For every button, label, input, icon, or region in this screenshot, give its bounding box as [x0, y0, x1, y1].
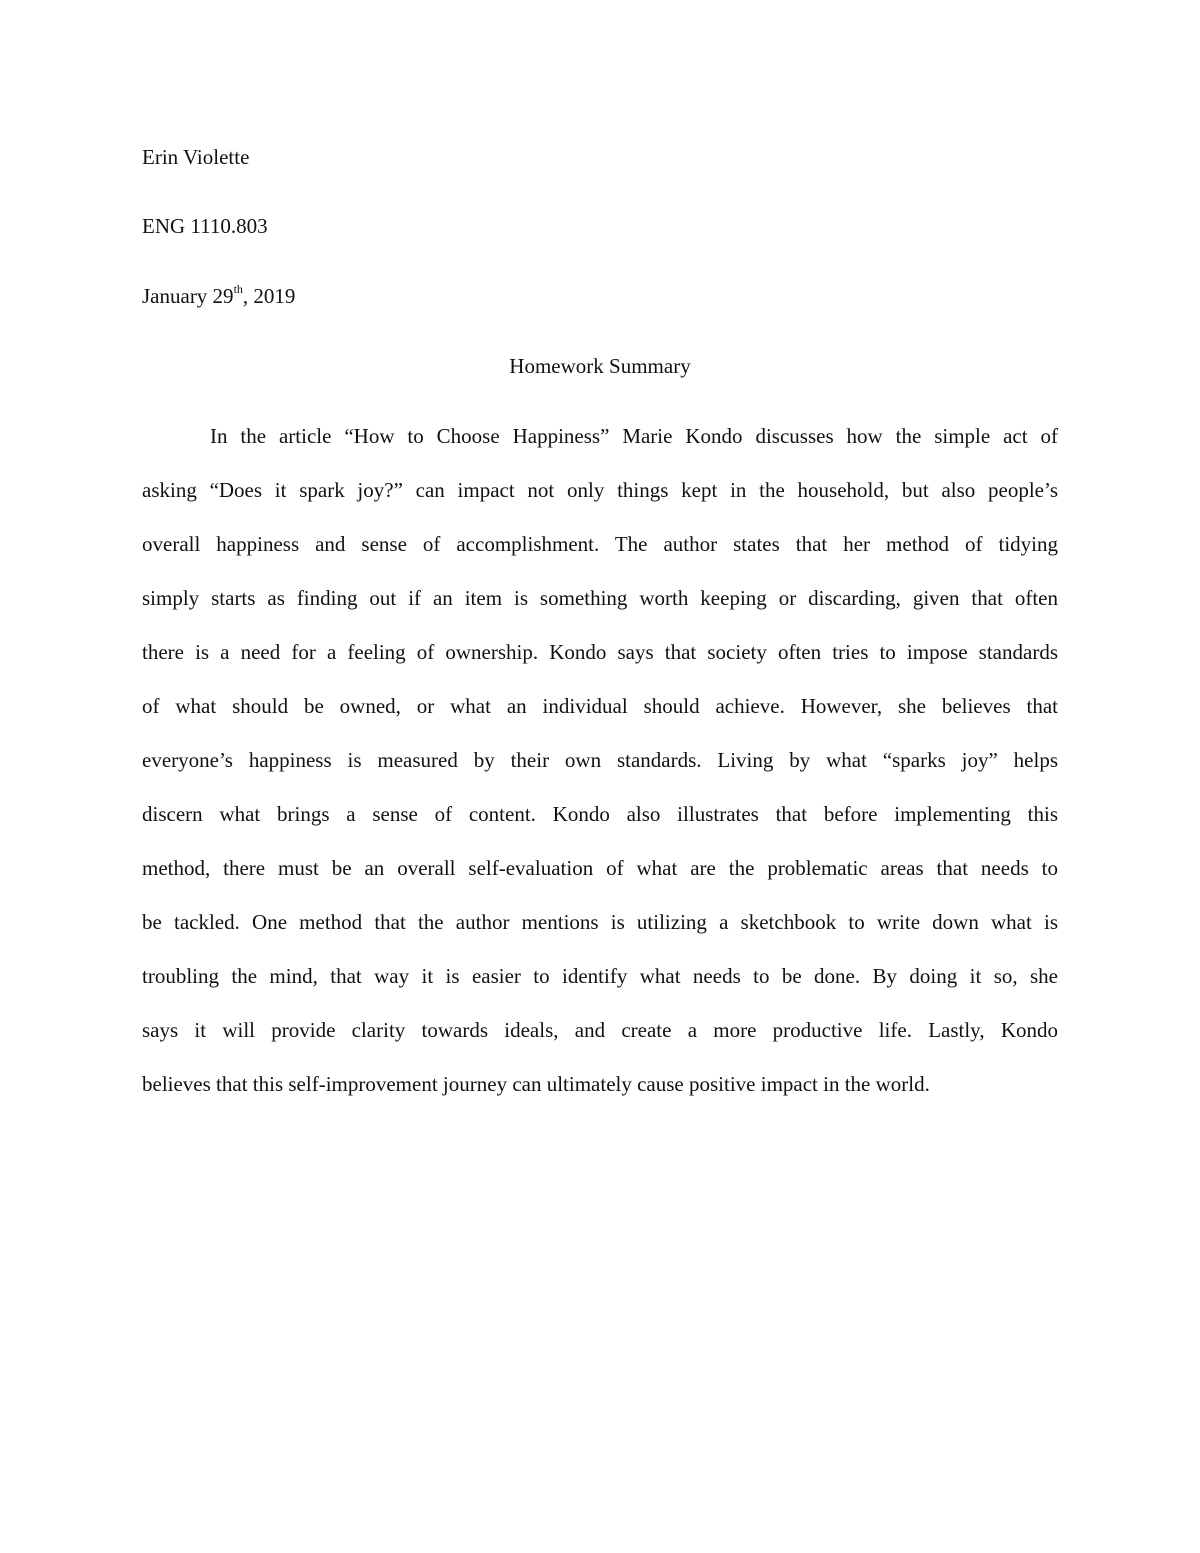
- author-name: Erin Violette: [142, 145, 250, 169]
- paragraph-line: method, there must be an overall self-evaluation of what are the problematic areas that needs to: [142, 856, 1058, 880]
- date-ordinal-suffix: th: [233, 282, 243, 296]
- paragraph-line: everyone’s happiness is measured by their own standards. Living by what “sparks joy” helps: [142, 748, 1058, 772]
- date-year: , 2019: [242, 284, 296, 308]
- paragraph-line: overall happiness and sense of accomplishment. The author states that her method of tidying: [142, 532, 1058, 556]
- paragraph-line: be tackled. One method that the author mentions is utilizing a sketchbook to write down what is: [142, 910, 1058, 934]
- paragraph-line: simply starts as finding out if an item is something worth keeping or discarding, given that often: [142, 586, 1058, 610]
- paragraph-line: believes that this self-improvement journey can ultimately cause positive impact in the world.: [142, 1072, 930, 1096]
- document-title: Homework Summary: [509, 354, 691, 378]
- paragraph-line: says it will provide clarity towards ideals, and create a more productive life. Lastly, Kondo: [142, 1018, 1058, 1042]
- course-code: ENG 1110.803: [142, 214, 268, 238]
- paragraph-line: asking “Does it spark joy?” can impact not only things kept in the household, but also people’s: [142, 478, 1058, 502]
- paragraph-line: In the article “How to Choose Happiness” Marie Kondo discusses how the simple act of: [210, 424, 1058, 448]
- date-month-day: January 29: [142, 284, 234, 308]
- paragraph-line: troubling the mind, that way it is easier to identify what needs to be done. By doing it so, she: [142, 964, 1058, 988]
- paragraph-line: discern what brings a sense of content. Kondo also illustrates that before implementing this: [142, 802, 1058, 826]
- paragraph-line: of what should be owned, or what an individual should achieve. However, she believes that: [142, 694, 1058, 718]
- submission-date: [142, 282, 295, 310]
- paragraph-line: there is a need for a feeling of ownership. Kondo says that society often tries to impose standards: [142, 640, 1058, 664]
